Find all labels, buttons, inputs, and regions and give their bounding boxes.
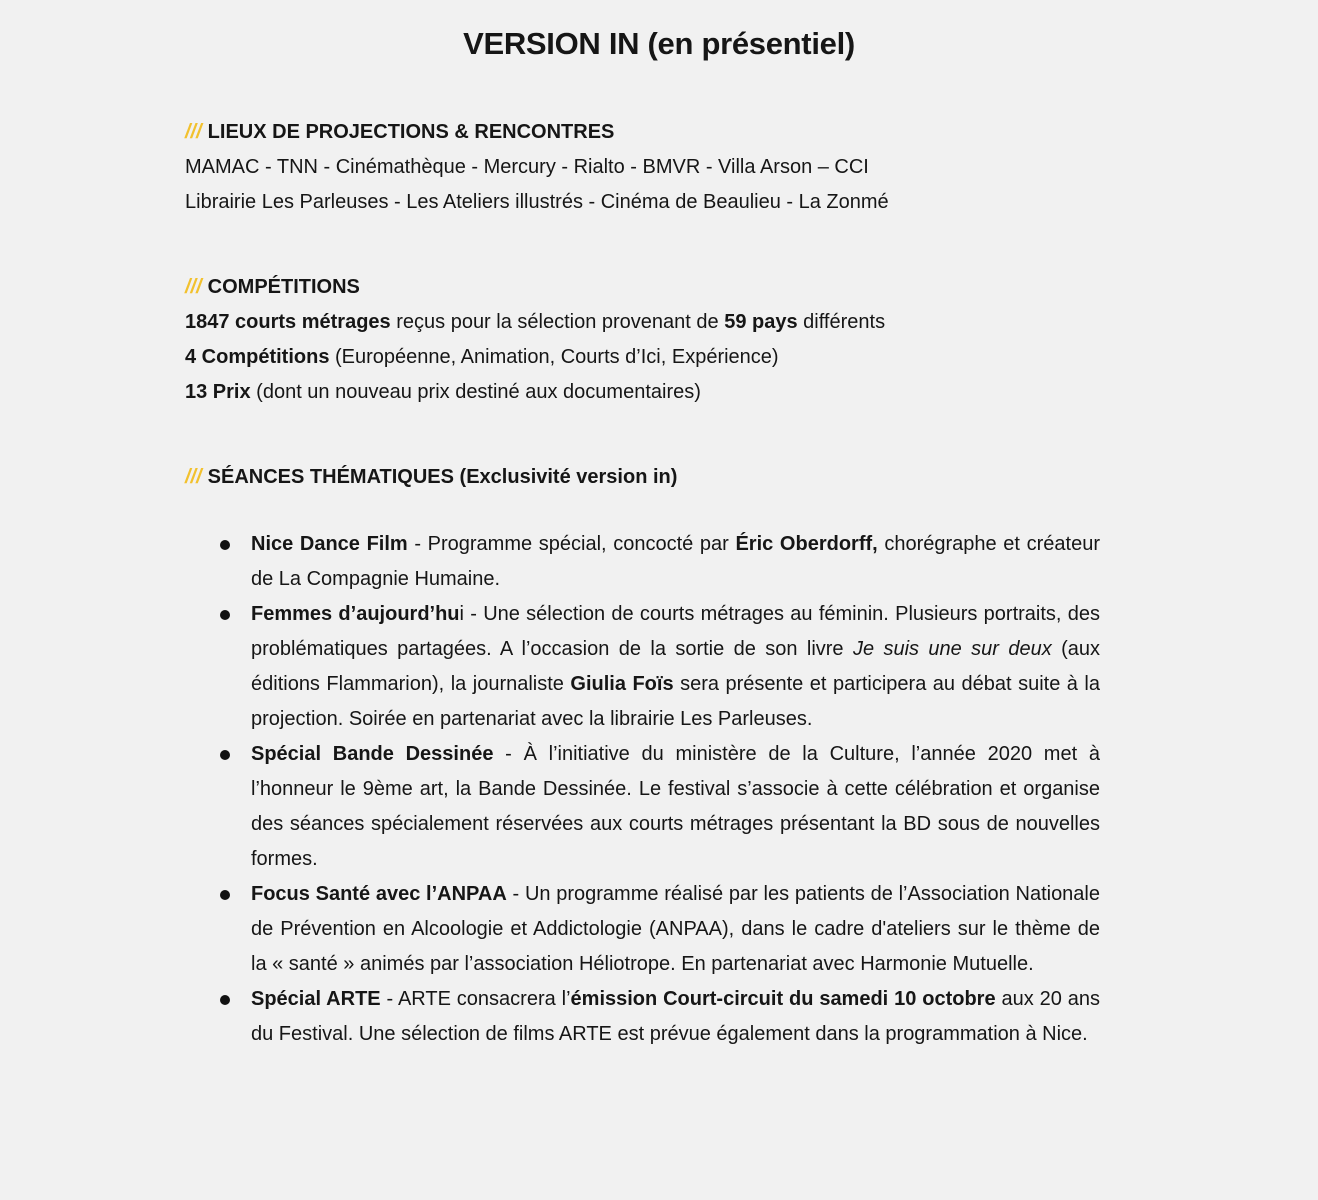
section-heading-lieux <box>185 115 1125 150</box>
section-heading-competitions <box>185 270 1125 305</box>
list-item <box>251 982 1100 1052</box>
book-title: Je suis une sur deux <box>852 638 1052 660</box>
text-span: - Programme spécial, concocté par <box>407 533 736 555</box>
text-span: (Européenne, Animation, Courts d’Ici, Expérience) <box>329 346 779 368</box>
text-span: i - Une sélection de courts métrages au féminin. Plusieurs portraits, des problématiques partagées. A l’occasion de la sortie de son livre <box>251 603 1100 660</box>
bold-span: émission Court-circuit du samedi 10 octobre <box>570 988 996 1010</box>
competitions-count: 4 Compétitions <box>185 346 330 368</box>
bold-span: Giulia Foïs <box>570 673 674 695</box>
bullet-icon <box>220 995 230 1005</box>
text-span: chorégraphe et créateur de La Compagnie Humaine. <box>251 533 1100 590</box>
bullet-icon <box>220 750 230 760</box>
list-item <box>251 877 1100 982</box>
section-competitions <box>185 270 1125 410</box>
bullet-icon <box>220 890 230 900</box>
section-seances <box>185 460 1125 495</box>
item-title: Nice Dance Film <box>251 533 408 555</box>
accent-slashes: /// <box>185 466 202 488</box>
text-span: - À l’initiative du ministère de la Culture, l’année 2020 met à l’honneur le 9ème art, la Bande Dessinée. Le festival s’associe à cette célébration et organise des séances spécialement réservées aux courts métrages présentant la BD sous de nouvelles formes. <box>251 743 1101 870</box>
venues-line-1: MAMAC - TNN - Cinémathèque - Mercury - Rialto - BMVR - Villa Arson – CCI <box>185 156 869 178</box>
item-title: Spécial Bande Dessinée <box>251 743 494 765</box>
prizes-count: 13 Prix <box>185 381 251 403</box>
bullet-icon <box>220 540 230 550</box>
bullet-icon <box>220 610 230 620</box>
item-title: Focus Santé avec l’ANPAA <box>251 883 507 905</box>
films-count: 1847 courts métrages <box>185 311 391 333</box>
thematic-sessions-list <box>251 527 1100 1052</box>
text-span: (dont un nouveau prix destiné aux documentaires) <box>250 381 701 403</box>
heading-text: LIEUX DE PROJECTIONS & RENCONTRES <box>207 121 615 143</box>
text-span: sera présente et participera au débat suite à la projection. Soirée en partenariat avec la librairie Les Parleuses. <box>251 673 1100 730</box>
text-span: différents <box>797 311 886 333</box>
section-lieux <box>185 115 1125 220</box>
text-span: reçus pour la sélection provenant de <box>390 311 725 333</box>
heading-text: COMPÉTITIONS <box>207 276 360 298</box>
section-heading-seances <box>185 460 1125 495</box>
competition-line-competitions <box>185 340 1125 375</box>
competition-line-films <box>185 305 1125 340</box>
heading-text: SÉANCES THÉMATIQUES (Exclusivité version in) <box>207 466 678 488</box>
list-item <box>251 597 1100 737</box>
text-span: - ARTE consacrera l’ <box>380 988 571 1010</box>
text-span: aux 20 ans du Festival. Une sélection de films ARTE est prévue également dans la programmation à Nice. <box>251 988 1100 1045</box>
list-item <box>251 737 1100 877</box>
competition-line-prizes <box>185 375 1125 410</box>
countries-count: 59 pays <box>724 311 798 333</box>
venues-line-2: Librairie Les Parleuses - Les Ateliers illustrés - Cinéma de Beaulieu - La Zonmé <box>185 191 889 213</box>
page-title: VERSION IN (en présentiel) <box>463 26 855 61</box>
bold-span: Éric Oberdorff, <box>735 533 878 555</box>
accent-slashes: /// <box>185 121 202 143</box>
text-span: - Un programme réalisé par les patients de l’Association Nationale de Prévention en Alcoologie et Addictologie (ANPAA), dans le cadre d'ateliers sur le thème de la « santé » animés par l’association Héliotrope. En partenariat avec Harmonie Mutuelle. <box>251 883 1100 975</box>
text-span: (aux éditions Flammarion), la journaliste <box>251 638 1100 695</box>
item-title: Spécial ARTE <box>251 988 381 1010</box>
item-title: Femmes d’aujourd’hu <box>251 603 460 625</box>
list-item <box>251 527 1100 597</box>
accent-slashes: /// <box>185 276 202 298</box>
